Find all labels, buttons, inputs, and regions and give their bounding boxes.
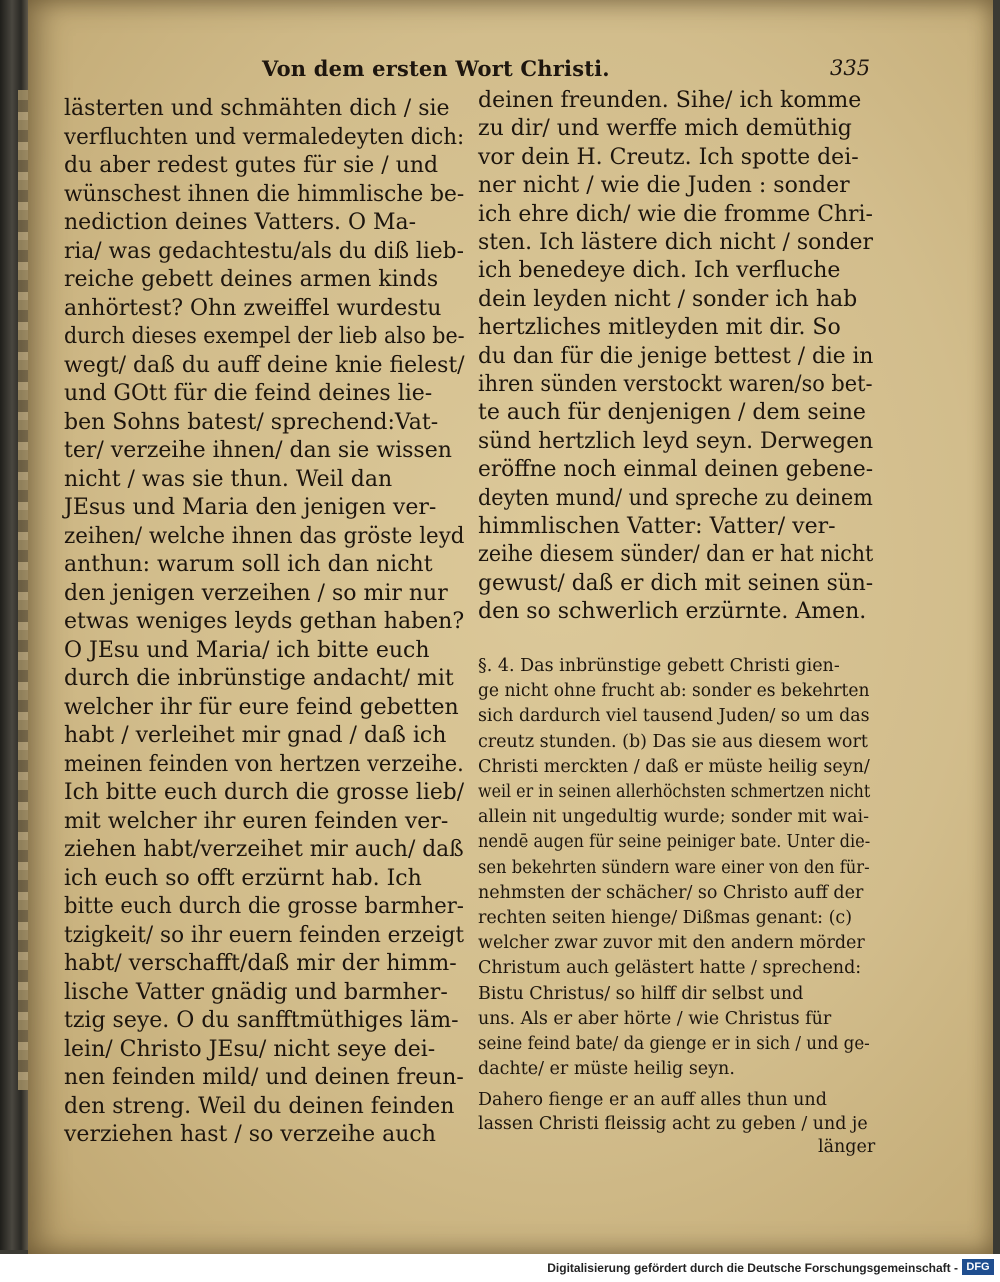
- paragraph-line: dachte/ er müste heilig seyn.: [478, 1059, 735, 1080]
- page-number: 335: [830, 56, 871, 80]
- paragraph-line: uns. Als er aber hörte / wie Christus für: [478, 1008, 832, 1029]
- text-line: ich benedeye dich. Ich verfluche: [478, 258, 841, 284]
- text-line: ner nicht / wie die Juden : sonder: [478, 173, 850, 199]
- text-line: den so schwerlich erzürnte. Amen.: [478, 599, 867, 625]
- text-line: mit welcher ihr euren feinden ver-: [64, 808, 449, 834]
- text-line: durch dieses exempel der lieb also be-: [64, 324, 465, 349]
- dfg-logo: DFG: [962, 1259, 994, 1275]
- text-line: zeihe diesem sünder/ dan er hat nicht: [478, 542, 874, 568]
- text-line: O JEsu und Maria/ ich bitte euch: [64, 637, 430, 663]
- running-head: Von dem ersten Wort Christi.: [262, 56, 610, 81]
- text-line: ter/ verzeihe ihnen/ dan sie wissen: [64, 438, 452, 463]
- text-line: und GOtt für die feind deines lie-: [64, 381, 433, 406]
- paragraph-line: Christum auch gelästert hatte / sprechend:: [478, 958, 862, 979]
- text-line: welcher ihr für eure feind gebetten: [64, 694, 459, 720]
- text-line: ziehen habt/verzeihet mir auch/ daß: [64, 837, 464, 862]
- text-line: zeihen/ welche ihnen das gröste leyd: [64, 523, 465, 549]
- text-line: gewust/ daß er dich mit seinen sün-: [478, 570, 874, 596]
- text-line: vor dein H. Creutz. Ich spotte dei-: [478, 144, 859, 170]
- text-line: nen feinden mild/ und deinen freun-: [64, 1065, 464, 1090]
- text-line: lästerten und schmähten dich / sie: [64, 96, 450, 121]
- text-line: ich euch so offt erzürnt hab. Ich: [64, 865, 422, 891]
- text-line: lein/ Christo JEsu/ nicht seye dei-: [64, 1036, 436, 1062]
- text-line: anthun: warum soll ich dan nicht: [64, 552, 433, 577]
- text-line: habt / verleihet mir gnad / daß ich: [64, 723, 447, 748]
- paragraph-line: Dahero fienge er an auff alles thun und: [478, 1090, 827, 1110]
- text-line: dein leyden nicht / sonder ich hab: [478, 286, 858, 312]
- text-line: den streng. Weil du deinen feinden: [64, 1093, 455, 1119]
- footer-credit-text: Digitalisierung gefördert durch die Deutsche Forschungsgemeinschaft -: [547, 1261, 958, 1275]
- text-line: wünschest ihnen die himmlische be-: [64, 181, 465, 207]
- text-line: nicht / was sie thun. Weil dan: [64, 466, 393, 492]
- paragraph-line: welcher zwar zuvor mit den andern mörder: [478, 933, 865, 954]
- text-line: den jenigen verzeihen / so mir nur: [64, 580, 448, 606]
- text-line: ben Sohns batest/ sprechend:Vat-: [64, 409, 439, 435]
- text-line: sten. Ich lästere dich nicht / sonder: [478, 230, 873, 255]
- text-line: reiche gebett deines armen kinds: [64, 267, 439, 292]
- text-line: du dan für die jenige bettest / die in: [478, 343, 874, 369]
- text-line: durch die inbrünstige andacht/ mit: [64, 666, 454, 691]
- paragraph-line: rechten seiten hienge/ Dißmas genant: (c): [478, 908, 853, 928]
- paragraph-line: creutz stunden. (b) Das sie aus diesem wort: [478, 731, 868, 752]
- text-line: Ich bitte euch durch die grosse lieb/: [64, 780, 465, 805]
- text-line: lische Vatter gnädig und barmher-: [64, 979, 448, 1005]
- text-line: ihren sünden verstockt waren/so bet-: [478, 372, 873, 397]
- paragraph-line: nendē augen für seine peiniger bate. Unter die-: [478, 832, 871, 853]
- text-line: JEsus und Maria den jenigen ver-: [64, 495, 437, 520]
- paragraph-line: allein nit ungedultig wurde; sonder mit wai-: [478, 807, 870, 828]
- text-line: sünd hertzlich leyd seyn. Derwegen: [478, 428, 874, 454]
- paragraph-line: ge nicht ohne frucht ab: sonder es bekehrten: [478, 681, 870, 702]
- text-line: te auch für denjenigen / dem seine: [478, 400, 866, 426]
- text-line: tzig seye. O du sanfftmüthiges läm-: [64, 1008, 459, 1033]
- text-line: tzigkeit/ so ihr euern feinden erzeigt: [64, 922, 465, 948]
- text-line: verziehen hast / so verzeihe auch: [64, 1122, 436, 1147]
- text-line: ria/ was gedachtestu/als du diß lieb-: [64, 238, 464, 264]
- text-line: meinen feinden von hertzen verzeihe.: [64, 751, 464, 777]
- paragraph-line: weil er in seinen allerhöchsten schmertzen nicht: [478, 782, 871, 802]
- text-line: deyten mund/ und spreche zu deinem: [478, 485, 873, 511]
- paragraph-line: lassen Christi fleissig acht zu geben / und je: [478, 1113, 868, 1134]
- paragraph-line: §. 4. Das inbrünstige gebett Christi gien-: [478, 656, 840, 676]
- text-line: bitte euch durch die grosse barmher-: [64, 894, 464, 919]
- text-line: zu dir/ und werffe mich demüthig: [478, 116, 852, 142]
- text-line: habt/ verschafft/daß mir der himm-: [64, 951, 457, 976]
- text-line: nediction deines Vatters. O Ma-: [64, 210, 417, 235]
- text-line: anhörtest? Ohn zweiffel wurdestu: [64, 295, 442, 321]
- text-line: himmlischen Vatter: Vatter/ ver-: [478, 514, 836, 539]
- paragraph-line: länger: [818, 1137, 876, 1157]
- text-line: ich ehre dich/ wie die fromme Chri-: [478, 201, 873, 227]
- paragraph-line: nehmsten der schächer/ so Christo auff der: [478, 882, 864, 903]
- paragraph-line: sen bekehrten sündern ware einer von den für-: [478, 857, 870, 878]
- paragraph-line: seine feind bate/ da gienge er in sich / und ge-: [478, 1034, 870, 1054]
- text-line: deinen freunden. Sihe/ ich komme: [478, 88, 862, 113]
- paragraph-line: Christi merckten / daß er müste heilig seyn/: [478, 756, 870, 777]
- paragraph-line: Bistu Christus/ so hilff dir selbst und: [478, 983, 804, 1004]
- text-line: eröffne noch einmal deinen gebene-: [478, 457, 874, 483]
- text-line: etwas weniges leyds gethan haben?: [64, 609, 465, 634]
- paragraph-line: sich dardurch viel tausend Juden/ so um das: [478, 706, 870, 727]
- text-line: verfluchten und vermaledeyten dich:: [64, 124, 465, 150]
- text-line: wegt/ daß du auff deine knie fielest/: [64, 352, 465, 378]
- text-line: hertzliches mitleyden mit dir. So: [478, 315, 841, 341]
- digitization-footer: [0, 1254, 1000, 1282]
- text-line: du aber redest gutes für sie / und: [64, 153, 439, 178]
